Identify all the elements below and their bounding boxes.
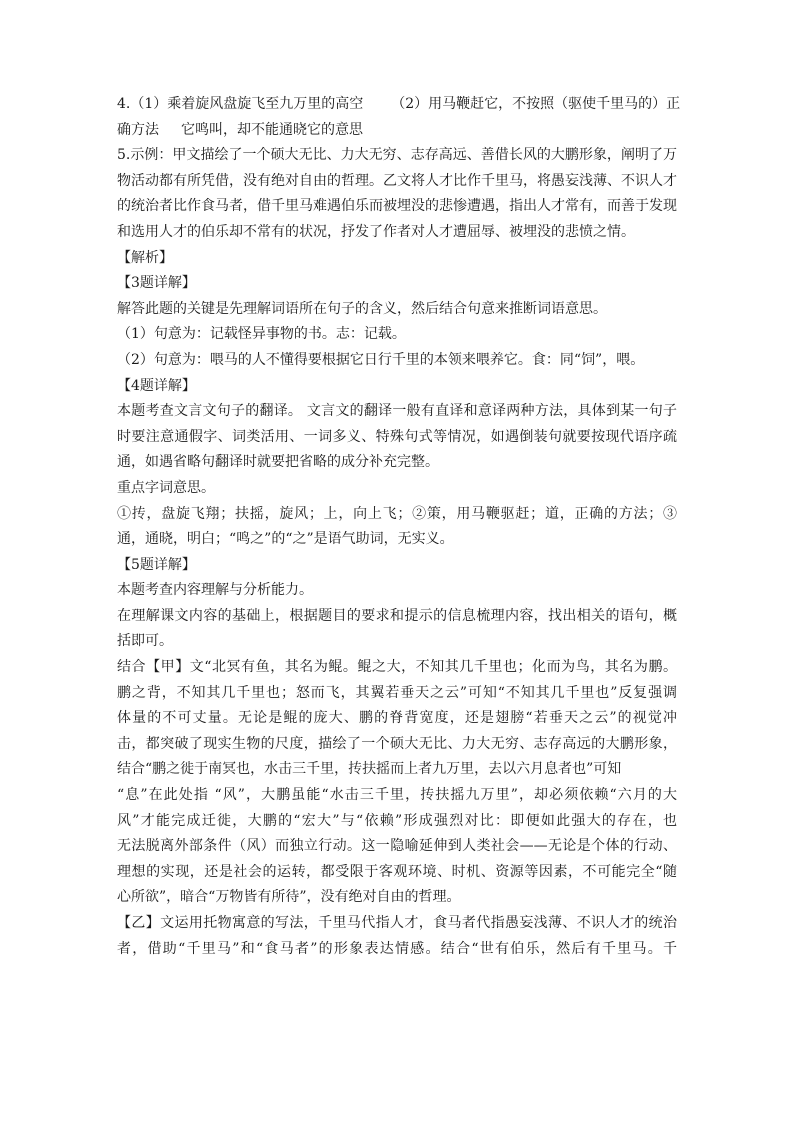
q5-line-4: 结合【甲】文“北冥有鱼，其名为鲲。鲲之大，不知其几千里也；化而为鸟，其名为鹏。 <box>117 659 677 676</box>
q5-line-15: 者，借助“千里马”和“食马者”的形象表达情感。结合“世有伯乐，然后有千里马。千 <box>117 940 677 957</box>
answer-4-line-1 <box>117 92 681 118</box>
q5-line-1: 本题考查内容理解与分析能力。 <box>117 582 313 599</box>
q4-line-4: 重点字词意思。 <box>117 479 215 496</box>
answer-5-line-2: 物活动都有所凭借，没有绝对自由的哲理。乙文将人才比作千里马，将愚妄浅薄、不识人才 <box>117 172 677 189</box>
q3-line-3: （2）句意为：喂马的人不懂得要根据它日行千里的本领来喂养它。食：同“饲”，喂。 <box>117 351 645 368</box>
q4-line-1: 本题考查文言文句子的翻译。 文言文的翻译一般有直译和意译两种方法，具体到某一句子 <box>117 403 677 420</box>
q5-line-10: 风”才能完成迁徙，大鹏的“宏大”与“依赖”形成强烈对比：即便如此强大的存在，也 <box>117 812 677 829</box>
q3-line-1: 解答此题的关键是先理解词语所在句子的含义，然后结合句意来推断词语意思。 <box>117 300 607 317</box>
answer-5-line-1: 5.示例：甲文描绘了一个硕大无比、力大无穷、志存高远、善借长风的大鹏形象，阐明了万 <box>117 147 677 164</box>
answer-4-line-2 <box>117 118 677 144</box>
q4-line-6: 通，通晓，明白；“鸣之”的“之”是语气助词，无实义。 <box>117 531 454 548</box>
q4-heading: 【4题详解】 <box>117 377 196 394</box>
answer-4-part-2: （2）用马鞭赶它，不按照（驱使千里马的）正 <box>391 96 681 112</box>
q5-line-2: 在理解课文内容的基础上，根据题目的要求和提示的信息梳理内容，找出相关的语句，概 <box>117 607 677 624</box>
analysis-heading: 【解析】 <box>117 249 173 266</box>
q5-line-5: 鹏之背，不知其几千里也；怒而飞，其翼若垂天之云”可知“不知其几千里也”反复强调 <box>117 684 677 701</box>
q5-line-6: 体量的不可丈量。无论是鲲的庞大、鹏的脊背宽度，还是翅膀“若垂天之云”的视觉冲 <box>117 710 677 727</box>
document-page <box>117 92 681 962</box>
answer-4-part-1: 4.（1）乘着旋风盘旋飞至九万里的高空 <box>117 96 364 112</box>
q5-line-7: 击，都突破了现实生物的尺度，描绘了一个硕大无比、力大无穷、志存高远的大鹏形象， <box>117 735 677 752</box>
q5-line-3: 括即可。 <box>117 633 173 650</box>
q5-line-11: 无法脱离外部条件（风）而独立行动。这一隐喻延伸到人类社会——无论是个体的行动、 <box>117 838 677 855</box>
q5-line-12: 理想的实现，还是社会的运转，都受限于客观环境、时机、资源等因素，不可能完全“随 <box>117 863 677 880</box>
answer-5-line-3: 的统治者比作食马者，借千里马难遇伯乐而被埋没的悲惨遭遇，指出人才常有，而善于发现 <box>117 198 677 215</box>
answer-5-line-4: 和选用人才的伯乐却不常有的状况，抒发了作者对人才遭屈辱、被埋没的悲愤之情。 <box>117 223 635 240</box>
q5-line-9: “息”在此处指 “风”，大鹏虽能“水击三千里，抟扶摇九万里”，却必须依赖“六月的大 <box>117 787 677 804</box>
q5-line-8: 结合“鹏之徙于南冥也，水击三千里，抟扶摇而上者九万里，去以六月息者也”可知 <box>117 761 622 778</box>
q3-heading: 【3题详解】 <box>117 275 196 292</box>
q5-line-13: 心所欲”，暗合“万物皆有所待”，没有绝对自由的哲理。 <box>117 889 461 906</box>
q3-line-2: （1）句意为：记载怪异事物的书。志：记载。 <box>117 326 406 343</box>
answer-4-part-4: 它鸣叫，却不能通晓它的意思 <box>181 121 363 138</box>
q4-line-3: 通，如遇省略句翻译时就要把省略的成分补充完整。 <box>117 454 439 471</box>
q5-heading: 【5题详解】 <box>117 556 196 573</box>
answer-4-part-3: 确方法 <box>117 121 159 138</box>
q4-line-5: ①抟，盘旋飞翔；扶摇，旋风；上，向上飞；②策，用马鞭驱赶；道，正确的方法；③ <box>117 505 677 522</box>
q5-line-14: 【乙】文运用托物寓意的写法，千里马代指人才，食马者代指愚妄浅薄、不识人才的统治 <box>117 915 677 931</box>
q4-line-2: 时要注意通假字、词类活用、一词多义、特殊句式等情况，如遇倒装句就要按现代语序疏 <box>117 428 677 445</box>
